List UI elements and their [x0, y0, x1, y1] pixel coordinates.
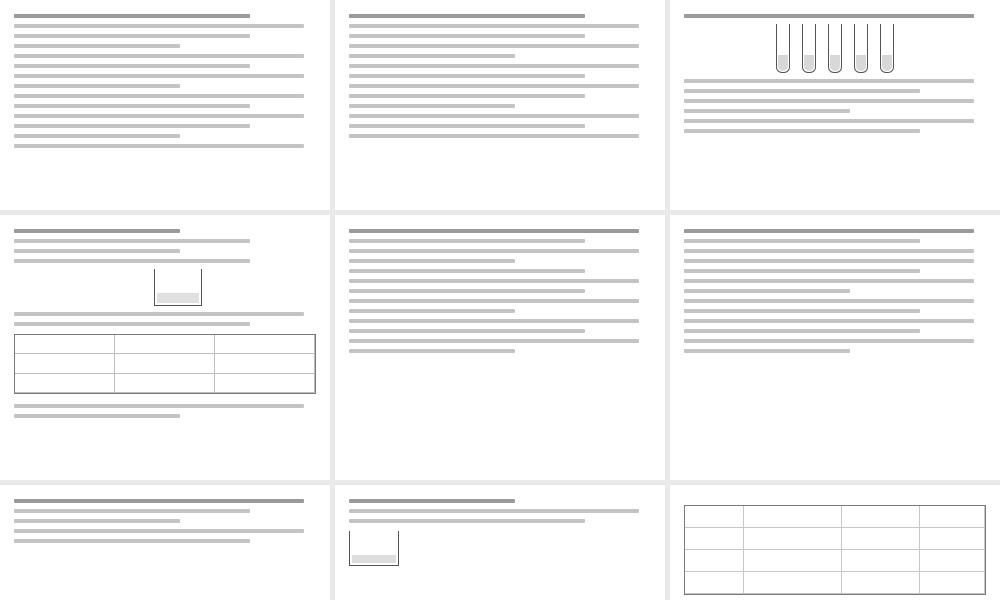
text-line — [684, 319, 974, 323]
text-line — [684, 99, 974, 103]
text-line — [349, 94, 585, 98]
text-line — [684, 129, 920, 133]
text-line — [349, 54, 515, 58]
text-line — [349, 319, 639, 323]
experiment-table — [684, 505, 986, 595]
text-line — [349, 299, 639, 303]
test-tube-a — [776, 24, 790, 73]
text-line — [14, 134, 180, 138]
test-tube-c — [828, 24, 842, 73]
page-7 — [0, 485, 330, 600]
text-line — [14, 94, 304, 98]
text-line — [684, 239, 920, 243]
text-line — [14, 322, 250, 326]
text-line — [349, 349, 515, 353]
text-line — [349, 249, 639, 253]
experiment-table — [14, 334, 316, 394]
text-line — [349, 64, 639, 68]
text-line — [349, 24, 639, 28]
text-line — [14, 414, 180, 418]
text-line — [684, 89, 920, 93]
text-line — [349, 499, 515, 503]
beaker-diagram — [349, 531, 399, 566]
text-line — [349, 84, 639, 88]
page-6 — [670, 215, 1000, 480]
text-line — [349, 339, 639, 343]
page-1 — [0, 0, 330, 210]
test-tube-diagram — [684, 24, 986, 73]
text-line — [684, 339, 974, 343]
text-line — [684, 79, 974, 83]
page-5 — [335, 215, 665, 480]
text-line — [14, 312, 304, 316]
test-tube-e — [880, 24, 894, 73]
text-line — [349, 44, 639, 48]
page-8 — [335, 485, 665, 600]
text-line — [684, 289, 850, 293]
text-line — [684, 109, 850, 113]
text-line — [349, 104, 515, 108]
text-line — [14, 84, 180, 88]
text-line — [14, 144, 304, 148]
text-line — [349, 134, 639, 138]
text-line — [349, 509, 639, 513]
test-tube-b — [802, 24, 816, 73]
text-line — [349, 519, 585, 523]
text-line — [14, 404, 304, 408]
text-line — [14, 44, 180, 48]
text-line — [349, 309, 515, 313]
text-line — [14, 14, 250, 18]
text-line — [14, 104, 250, 108]
text-line — [14, 239, 250, 243]
text-line — [349, 239, 585, 243]
text-line — [349, 259, 515, 263]
page-2 — [335, 0, 665, 210]
text-line — [684, 329, 920, 333]
text-line — [14, 74, 304, 78]
page-3 — [670, 0, 1000, 210]
text-line — [349, 279, 639, 283]
text-line — [684, 259, 974, 263]
text-line — [14, 54, 304, 58]
text-line — [14, 499, 304, 503]
text-line — [349, 74, 585, 78]
text-line — [349, 269, 585, 273]
beaker-diagram — [154, 269, 202, 306]
text-line — [14, 509, 250, 513]
text-line — [684, 269, 920, 273]
page-4 — [0, 215, 330, 480]
text-line — [14, 64, 250, 68]
text-line — [14, 24, 304, 28]
text-line — [14, 529, 304, 533]
text-line — [349, 14, 585, 18]
text-line — [349, 124, 585, 128]
text-line — [349, 114, 639, 118]
text-line — [14, 114, 304, 118]
text-line — [349, 229, 639, 233]
text-line — [684, 349, 850, 353]
text-line — [349, 289, 585, 293]
text-line — [684, 299, 974, 303]
text-line — [684, 309, 920, 313]
text-line — [14, 124, 250, 128]
text-line — [684, 279, 974, 283]
text-line — [684, 229, 974, 233]
text-line — [14, 519, 180, 523]
test-tube-d — [854, 24, 868, 73]
text-line — [684, 249, 974, 253]
text-line — [349, 34, 585, 38]
page-9 — [670, 485, 1000, 600]
text-line — [14, 34, 250, 38]
text-line — [14, 249, 180, 253]
text-line — [14, 229, 180, 233]
text-line — [14, 259, 250, 263]
text-line — [684, 14, 974, 18]
text-line — [14, 539, 250, 543]
text-line — [684, 119, 974, 123]
text-line — [349, 329, 585, 333]
